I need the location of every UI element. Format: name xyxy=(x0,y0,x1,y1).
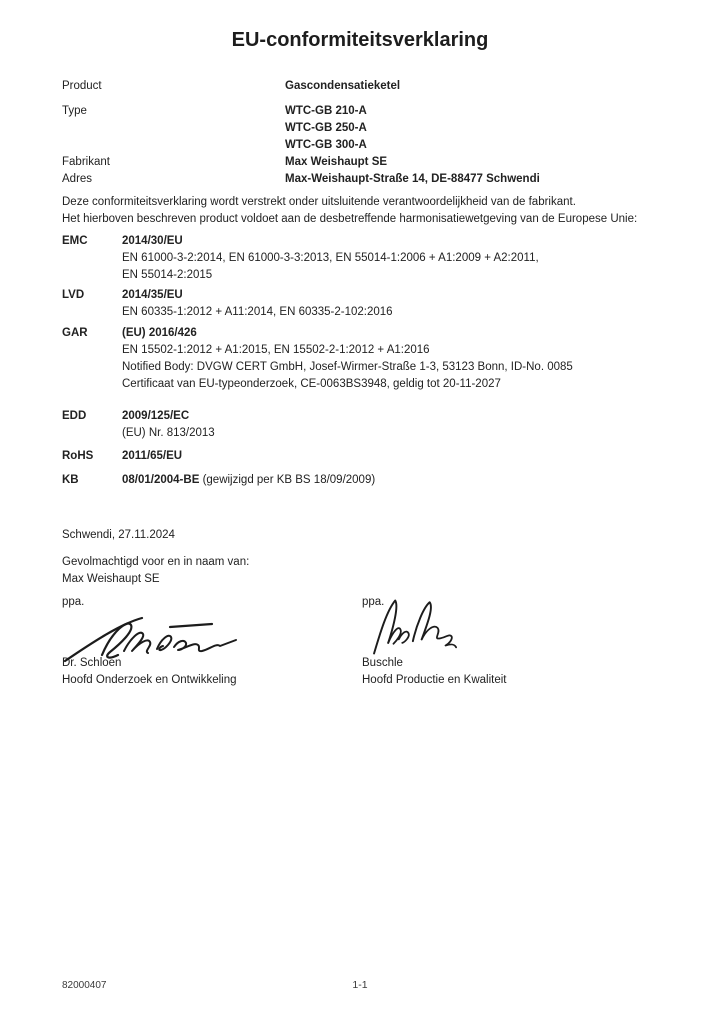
directive-lvd xyxy=(62,287,658,321)
directive-emc-number: 2014/30/EU xyxy=(122,235,183,247)
directive-rohs-code: RoHS xyxy=(62,450,94,462)
type-label: Type xyxy=(62,105,87,117)
directive-edd-number: 2009/125/EC xyxy=(122,410,190,422)
fabrikant-label: Fabrikant xyxy=(62,156,110,168)
page-number: 1-1 xyxy=(352,979,368,991)
ppa-label-left: ppa. xyxy=(62,596,85,608)
type-row xyxy=(62,103,658,154)
ppa-label-right: ppa. xyxy=(362,596,385,608)
adres-value: Max-Weishaupt-Straße 14, DE-88477 Schwendi xyxy=(285,173,540,185)
directive-lvd-number: 2014/35/EU xyxy=(122,289,183,301)
page-title: EU-conformiteitsverklaring xyxy=(231,29,489,51)
product-row xyxy=(62,78,658,95)
product-label: Product xyxy=(62,80,102,92)
signer-name-left: Dr. Schloen xyxy=(62,657,122,669)
signature-canvas-right xyxy=(362,611,658,655)
signer-role-left: Hoofd Onderzoek en Ontwikkeling xyxy=(62,674,237,686)
intro-line-2: Het hierboven beschreven product voldoet aan de desbetreffende harmonisatiewetgeving van de Europese Unie: xyxy=(62,213,638,225)
directive-rohs xyxy=(62,448,658,465)
directive-kb-suffix: (gewijzigd per KB BS 18/09/2009) xyxy=(202,474,376,486)
directive-emc xyxy=(62,233,658,284)
directive-lvd-code: LVD xyxy=(62,289,85,301)
type-values xyxy=(285,103,367,154)
authorized-block xyxy=(62,554,658,588)
signature-block-right xyxy=(362,594,658,689)
fabrikant-row xyxy=(62,154,658,171)
directive-rohs-number: 2011/65/EU xyxy=(122,450,183,462)
directive-lvd-body xyxy=(122,287,393,321)
directive-lvd-line-1: EN 60335-1:2012 + A11:2014, EN 60335-2-102:2016 xyxy=(122,306,393,318)
directive-gar-code: GAR xyxy=(62,327,88,339)
intro-paragraph xyxy=(62,194,658,228)
directive-edd-code: EDD xyxy=(62,410,87,422)
type-value-3: WTC-GB 300-A xyxy=(285,139,367,151)
signer-name-right: Buschle xyxy=(362,657,403,669)
authorized-line-2: Max Weishaupt SE xyxy=(62,573,160,585)
intro-line-1: Deze conformiteitsverklaring wordt verstrekt onder uitsluitende verantwoordelijkheid van de fabrikant. xyxy=(62,196,576,208)
directive-kb-code: KB xyxy=(62,474,79,486)
directive-emc-line-1: EN 61000-3-2:2014, EN 61000-3-3:2013, EN 55014-1:2006 + A1:2009 + A2:2011, xyxy=(122,252,539,264)
directive-edd xyxy=(62,408,658,442)
directive-edd-body xyxy=(122,408,215,442)
directive-gar-line-3: Certificaat van EU-typeonderzoek, CE-0063BS3948, geldig tot 20-11-2027 xyxy=(122,378,501,390)
directive-emc-line-2: EN 55014-2:2015 xyxy=(122,269,213,281)
buschle-signature-icon xyxy=(362,597,477,657)
directive-gar-number: (EU) 2016/426 xyxy=(122,327,197,339)
directive-gar xyxy=(62,325,658,393)
directive-kb xyxy=(62,472,658,489)
signature-area xyxy=(62,594,658,689)
signature-canvas-left xyxy=(62,611,362,655)
signature-block-left xyxy=(62,594,362,689)
place-date: Schwendi, 27.11.2024 xyxy=(62,529,175,541)
directive-rohs-body xyxy=(122,448,182,465)
directive-kb-number: 08/01/2004-BE xyxy=(122,474,200,486)
directive-gar-body xyxy=(122,325,573,393)
directive-gar-line-1: EN 15502-1:2012 + A1:2015, EN 15502-2-1:2012 + A1:2016 xyxy=(122,344,430,356)
type-value-1: WTC-GB 210-A xyxy=(285,105,367,117)
adres-row xyxy=(62,171,658,188)
document-number: 82000407 xyxy=(62,980,107,991)
directive-gar-line-2: Notified Body: DVGW CERT GmbH, Josef-Wirmer-Straße 1-3, 53123 Bonn, ID-No. 0085 xyxy=(122,361,573,373)
schloen-signature-icon xyxy=(62,611,240,663)
authorized-line-1: Gevolmachtigd voor en in naam van: xyxy=(62,556,250,568)
adres-label: Adres xyxy=(62,173,93,185)
signer-role-right: Hoofd Productie en Kwaliteit xyxy=(362,674,507,686)
type-value-2: WTC-GB 250-A xyxy=(285,122,367,134)
directive-edd-line-1: (EU) Nr. 813/2013 xyxy=(122,427,215,439)
directive-emc-code: EMC xyxy=(62,235,88,247)
product-value: Gascondensatieketel xyxy=(285,80,401,92)
fabrikant-value: Max Weishaupt SE xyxy=(285,156,388,168)
directive-emc-body xyxy=(122,233,539,284)
directive-kb-body xyxy=(122,472,375,489)
